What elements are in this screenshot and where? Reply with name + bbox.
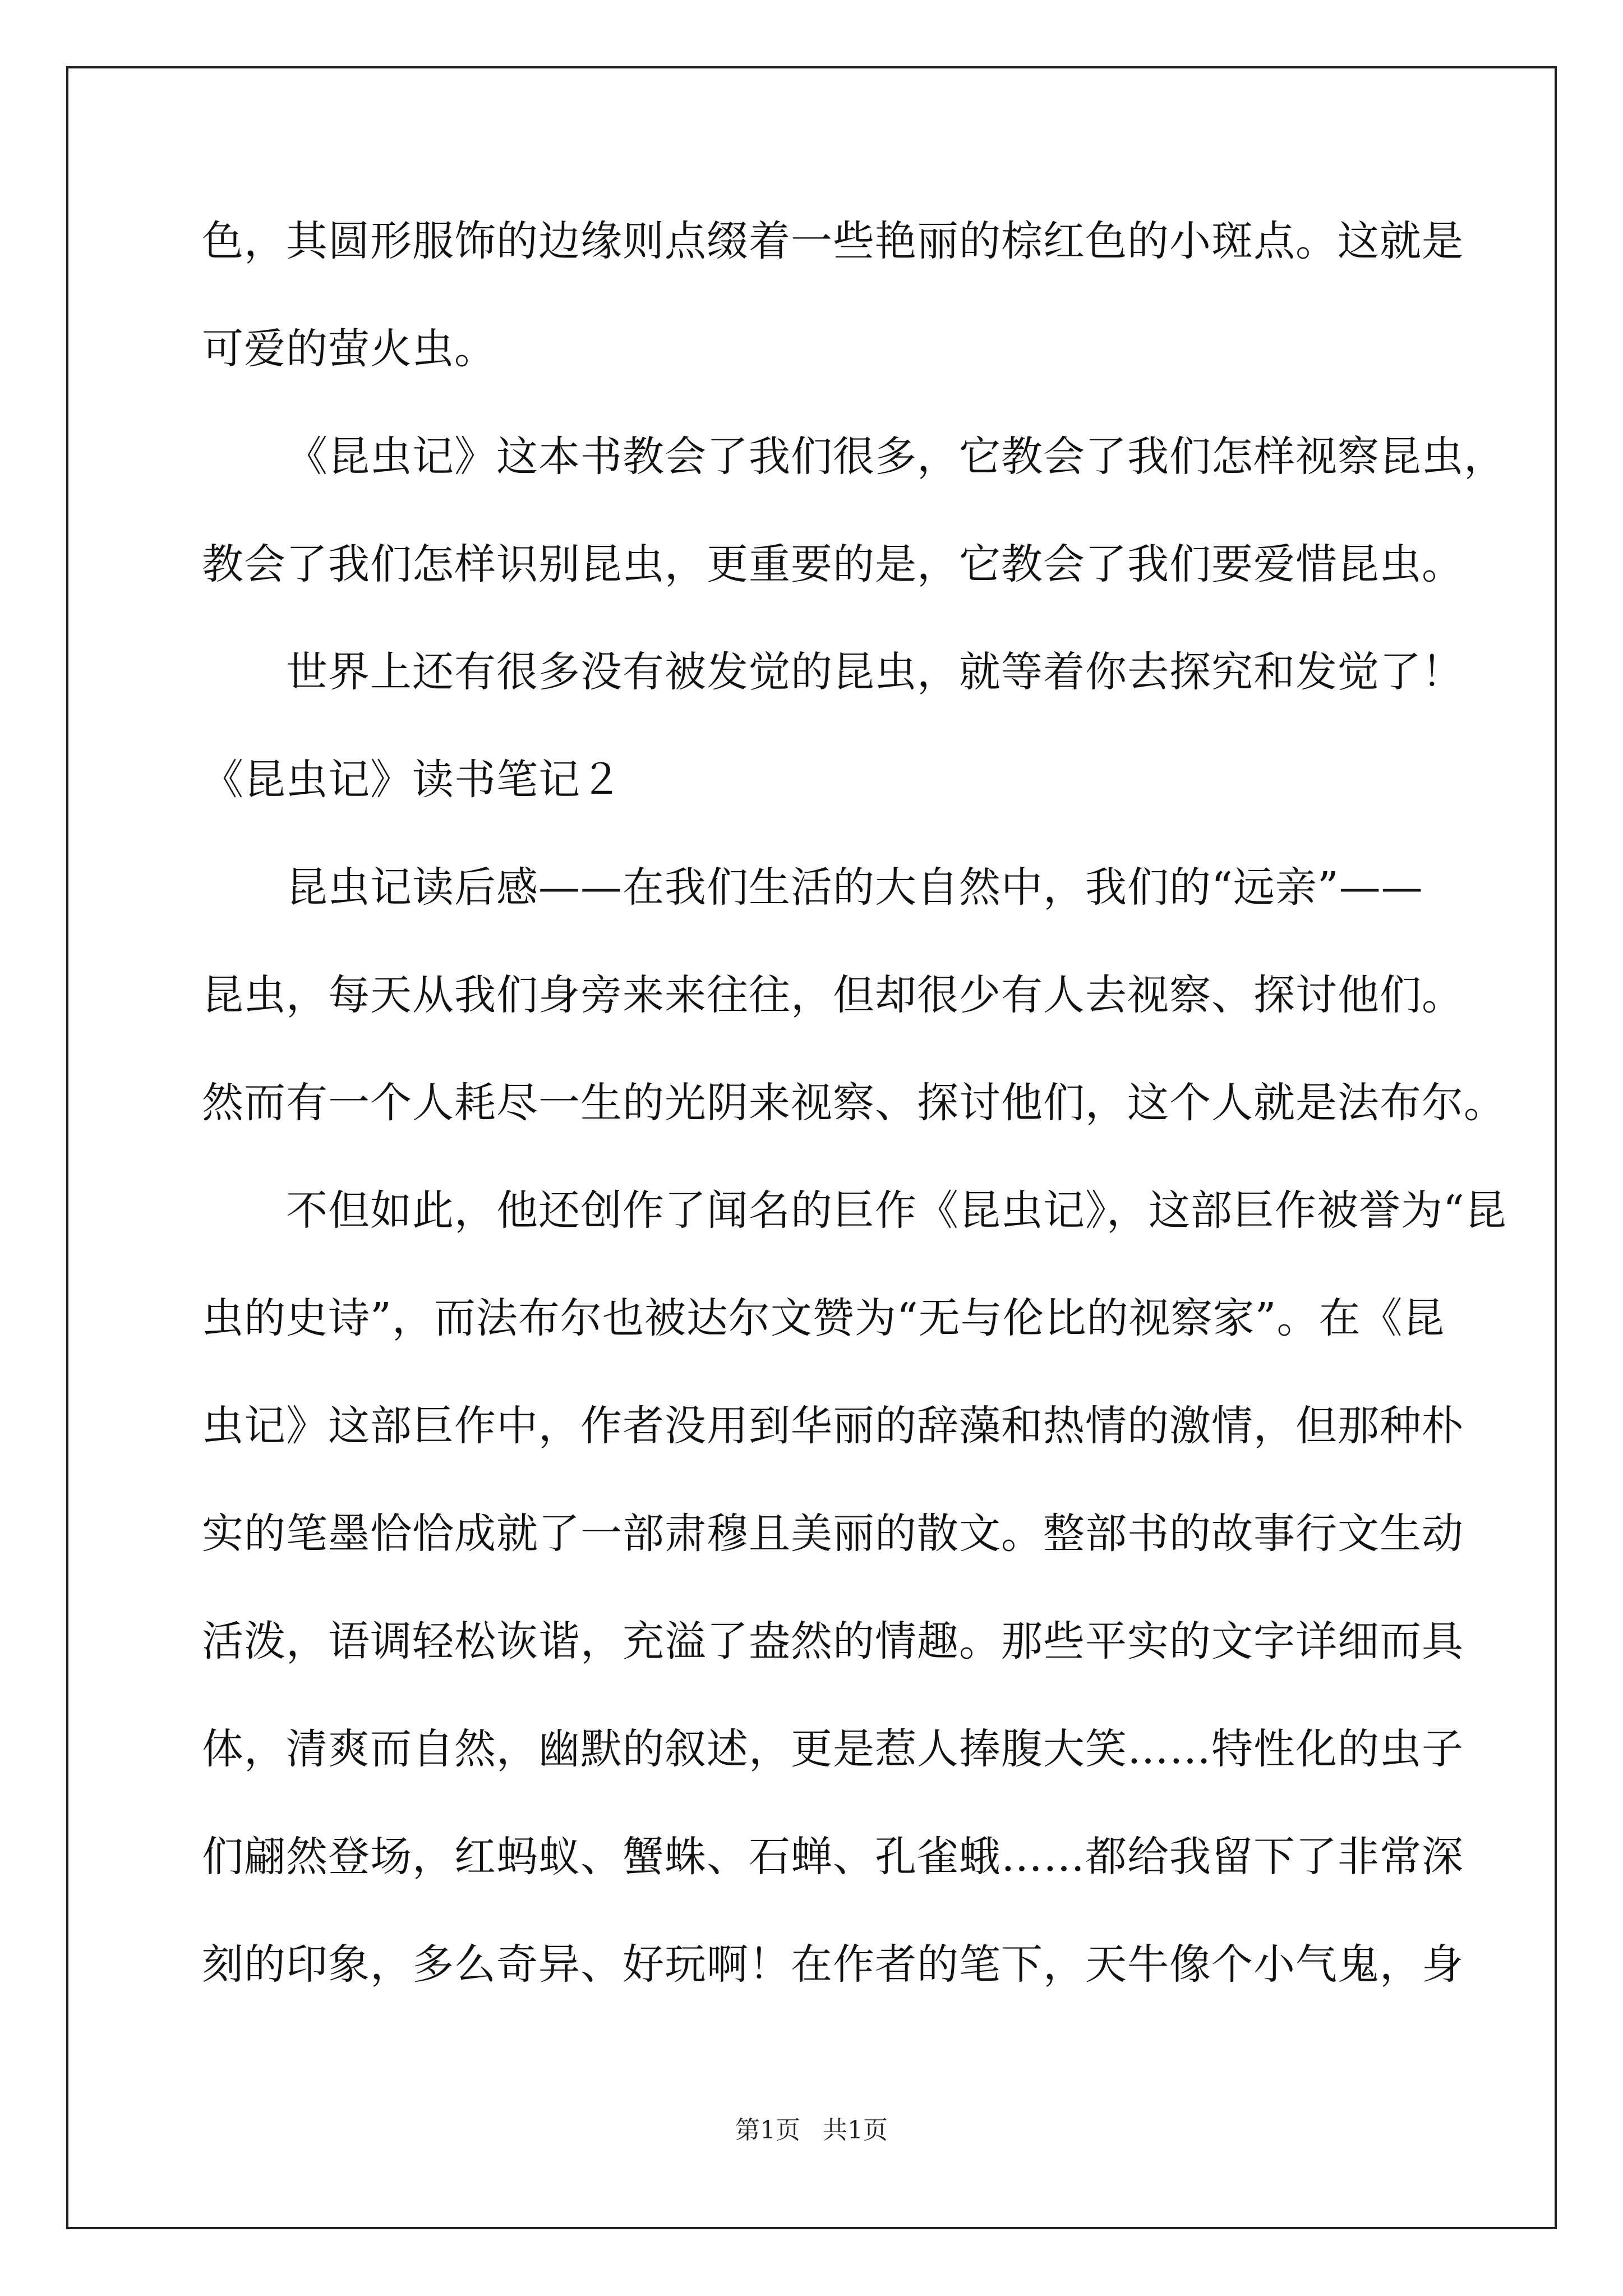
page-number: 第1页 bbox=[735, 2116, 800, 2145]
section-heading: 《昆虫记》读书笔记２ bbox=[202, 756, 623, 804]
text-line: 虫的史诗”，而法布尔也被达尔文赞为“无与伦比的视察家”。在《昆 bbox=[202, 1294, 1445, 1342]
text-line: 虫记》这部巨作中，作者没用到华丽的辞藻和热情的激情，但那种朴 bbox=[202, 1402, 1464, 1450]
text-line: 然而有一个人耗尽一生的光阴来视察、探讨他们，这个人就是法布尔。 bbox=[202, 1079, 1506, 1127]
text-line: 体，清爽而自然，幽默的叙述，更是惹人捧腹大笑……特性化的虫子 bbox=[202, 1725, 1464, 1773]
page-footer bbox=[0, 2114, 1623, 2147]
text-line: 《昆虫记》这本书教会了我们很多，它教会了我们怎样视察昆虫， bbox=[286, 432, 1506, 481]
text-line: 刻的印象，多么奇异、好玩啊！在作者的笔下，天牛像个小气鬼，身 bbox=[202, 1940, 1464, 1989]
text-line: 不但如此，他还创作了闻名的巨作《昆虫记》，这部巨作被誉为“昆 bbox=[286, 1186, 1507, 1235]
text-line: 教会了我们怎样识别昆虫，更重要的是，它教会了我们要爱惜昆虫。 bbox=[202, 540, 1464, 588]
page-border bbox=[66, 66, 1557, 2229]
text-line: 可爱的萤火虫。 bbox=[202, 325, 496, 373]
text-line: 们翩然登场，红蚂蚁、蟹蛛、石蝉、孔雀蛾……都给我留下了非常深 bbox=[202, 1833, 1464, 1881]
text-line: 活泼，语调轻松诙谐，充溢了盎然的情趣。那些平实的文字详细而具 bbox=[202, 1617, 1464, 1665]
text-line: 世界上还有很多没有被发觉的昆虫，就等着你去探究和发觉了！ bbox=[286, 648, 1464, 696]
text-line: 实的笔墨恰恰成就了一部肃穆且美丽的散文。整部书的故事行文生动 bbox=[202, 1510, 1464, 1558]
text-line: 昆虫记读后感——在我们生活的大自然中，我们的“远亲”—— bbox=[286, 863, 1423, 912]
page-total: 共1页 bbox=[823, 2116, 888, 2145]
text-line: 昆虫，每天从我们身旁来来往往，但却很少有人去视察、探讨他们。 bbox=[202, 971, 1464, 1019]
text-line: 色，其圆形服饰的边缘则点缀着一些艳丽的棕红色的小斑点。这就是 bbox=[202, 217, 1464, 265]
